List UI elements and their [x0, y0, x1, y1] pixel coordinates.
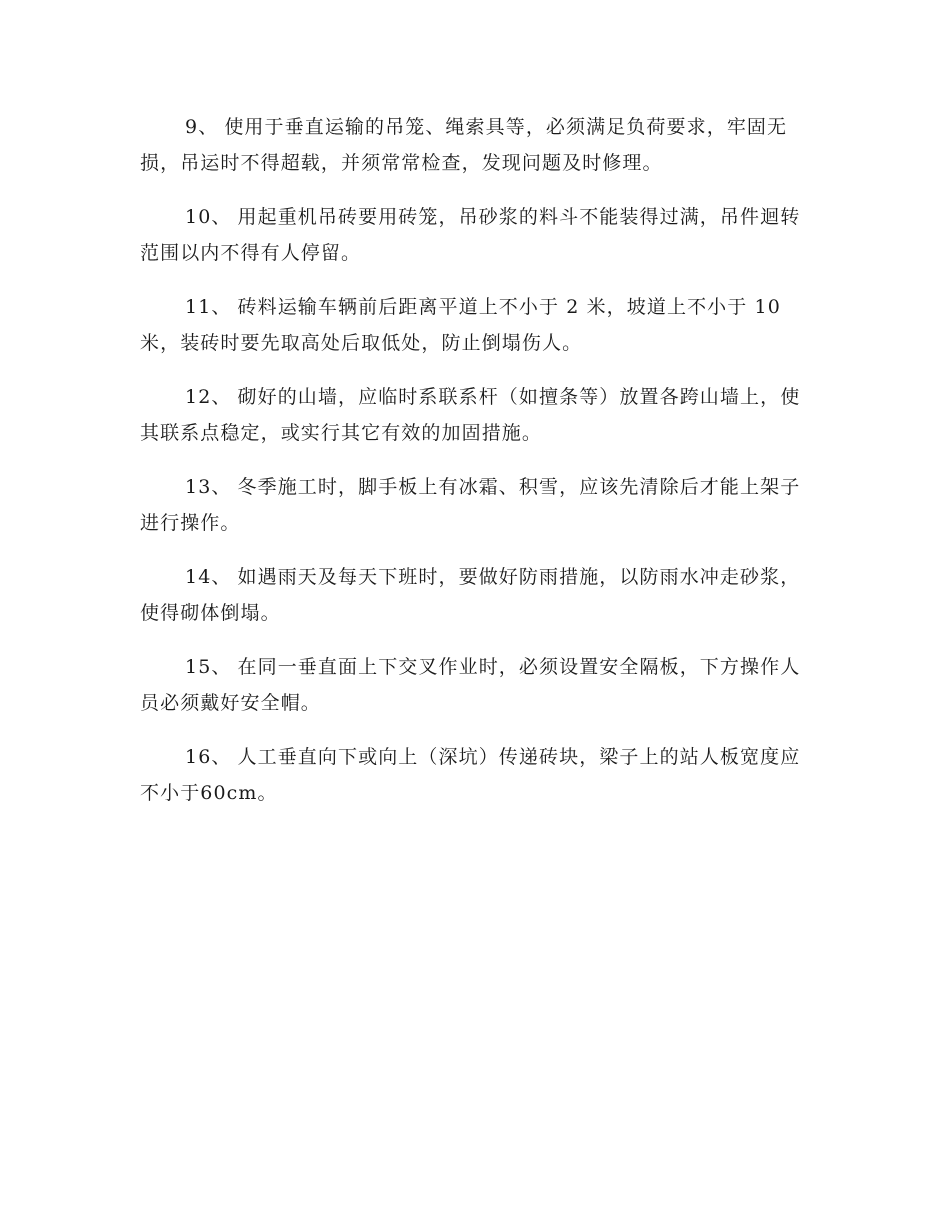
- item-text: 冬季施工时，脚手板上有冰霜、积雪，应该先清除后才能上架子进行操作。: [140, 476, 801, 534]
- item-separator: 、: [198, 116, 219, 138]
- list-item-9: [140, 109, 808, 181]
- item-separator: 、: [211, 746, 232, 768]
- item-text: 使用于垂直运输的吊笼、绳索具等，必须满足负荷要求，牢固无损，吊运时不得超载，并须常常检查，发现问题及时修理。: [140, 116, 788, 174]
- list-item-14: [140, 559, 808, 631]
- list-item-16: [140, 739, 808, 811]
- item-separator: 、: [211, 476, 232, 498]
- item-separator: 、: [211, 566, 232, 588]
- list-item-11: [140, 289, 808, 361]
- item-number: 13: [185, 476, 212, 498]
- item-number: 16: [185, 746, 212, 768]
- item-text: 如遇雨天及每天下班时，要做好防雨措施，以防雨水冲走砂浆，使得砌体倒塌。: [140, 566, 801, 624]
- list-item-10: [140, 199, 808, 271]
- item-text: 人工垂直向下或向上（深坑）传递砖块，梁子上的站人板宽度应不小于60cm。: [140, 746, 801, 804]
- list-item-13: [140, 469, 808, 541]
- item-separator: 、: [211, 386, 232, 408]
- item-number: 10: [185, 206, 212, 228]
- item-number: 12: [185, 386, 212, 408]
- item-number: 15: [185, 656, 212, 678]
- item-text: 砌好的山墙，应临时系联系杆（如擅条等）放置各跨山墙上，使其联系点稳定，或实行其它有效的加固措施。: [140, 386, 801, 444]
- item-number: 11: [185, 296, 212, 318]
- item-number: 14: [185, 566, 212, 588]
- item-text: 在同一垂直面上下交叉作业时，必须设置安全隔板，下方操作人员必须戴好安全帽。: [140, 656, 801, 714]
- item-separator: 、: [211, 206, 232, 228]
- item-number: 9: [185, 116, 199, 138]
- document-body: [140, 109, 808, 829]
- item-text: 用起重机吊砖要用砖笼，吊砂浆的料斗不能装得过满，吊件迴转范围以内不得有人停留。: [140, 206, 801, 264]
- list-item-12: [140, 379, 808, 451]
- item-text: 砖料运输车辆前后距离平道上不小于 2 米，坡道上不小于 10 米，装砖时要先取高处后取低处，防止倒塌伤人。: [140, 296, 781, 354]
- item-separator: 、: [211, 656, 232, 678]
- item-separator: 、: [211, 296, 232, 318]
- list-item-15: [140, 649, 808, 721]
